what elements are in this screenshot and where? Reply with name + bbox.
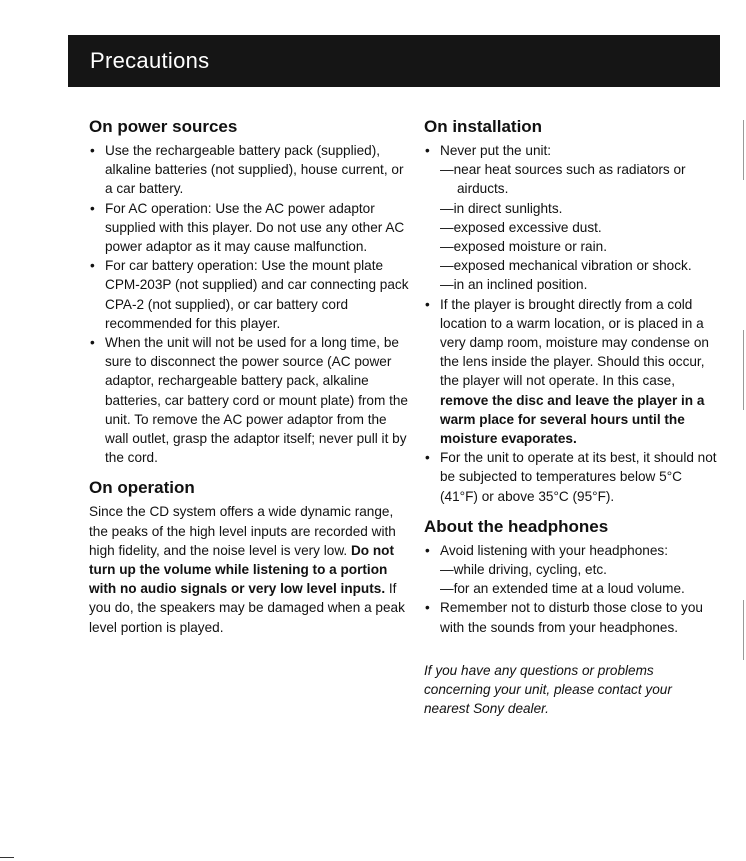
- list-item: • When the unit will not be used for a long time, be sure to disconnect the power source (AC power adaptor, rechargeable battery pack, alkaline batteries, car battery cord or mount plate) from the unit. To remove the AC power adaptor from the wall outlet, grasp the adaptor itself; never pull it by the cord.: [89, 333, 409, 467]
- installation-sublist: [440, 160, 720, 294]
- list-item: • Remember not to disturb those close to you with the sounds from your headphones.: [424, 598, 720, 636]
- list-item: • For the unit to operate at its best, it should not be subjected to temperatures below 5°C (41°F) or above 35°C (95°F).: [424, 448, 720, 506]
- list-item: [424, 295, 720, 449]
- edge-mark: [743, 120, 744, 180]
- corner-mark: [0, 857, 14, 858]
- headphones-sublist: [440, 560, 720, 598]
- title-banner: [68, 35, 720, 87]
- heading-headphones: About the headphones: [424, 516, 609, 536]
- sub-item: —near heat sources such as radiators or airducts.: [440, 162, 686, 197]
- list-item: [424, 541, 720, 599]
- installation-list: [424, 141, 720, 506]
- sub-item: —in an inclined position.: [440, 277, 588, 293]
- closing-note: If you have any questions or problems concerning your unit, please contact your nearest Sony dealer.: [424, 662, 672, 717]
- section-operation: [89, 477, 409, 636]
- edge-mark: [743, 600, 744, 660]
- operation-paragraph: [89, 502, 409, 636]
- list-item: [424, 141, 720, 295]
- sub-item: —in direct sunlights.: [440, 200, 563, 216]
- section-power-sources: [89, 116, 409, 467]
- list-item: • For car battery operation: Use the mount plate CPM-203P (not supplied) and car connecting pack CPA-2 (not supplied), or car battery cord recommended for this player.: [89, 256, 409, 333]
- operation-text: Since the CD system offers a wide dynamic range, the peaks of the high level inputs are recorded with high fidelity, and the noise level is very low.: [89, 504, 396, 558]
- sub-item: —exposed mechanical vibration or shock.: [440, 258, 692, 274]
- moisture-warning: remove the disc and leave the player in a warm place for several hours until the moisture evaporates.: [440, 392, 705, 447]
- heading-installation: On installation: [424, 117, 543, 136]
- list-item: • For AC operation: Use the AC power adaptor supplied with this player. Do not use any other AC power adaptor as it may cause malfunction.: [89, 199, 409, 257]
- headphones-item-1: Avoid listening with your headphones:: [440, 542, 668, 558]
- operation-warning: Do not turn up the volume while listening to a portion with no audio signals or very low level inputs.: [89, 542, 394, 597]
- sub-item: —exposed excessive dust.: [440, 219, 602, 235]
- section-installation: [424, 116, 720, 506]
- section-headphones: [424, 516, 720, 637]
- right-column: [424, 116, 720, 718]
- sub-item: —while driving, cycling, etc.: [440, 562, 607, 578]
- heading-operation: On operation: [89, 478, 195, 498]
- headphones-list: [424, 541, 720, 637]
- heading-power-sources: On power sources: [89, 117, 238, 136]
- page-title: Precautions: [90, 48, 210, 73]
- left-column: [89, 116, 409, 637]
- installation-intro: Never put the unit:: [440, 143, 552, 158]
- moisture-text: If the player is brought directly from a cold location to a warm location, or is placed in a very damp room, moisture may condense on the lens inside the player. Should this occur, the player will not operate. In this case,: [440, 296, 709, 389]
- sub-item: —exposed moisture or rain.: [440, 239, 607, 255]
- edge-mark: [743, 330, 744, 410]
- sub-item: —for an extended time at a loud volume.: [440, 581, 685, 597]
- power-list: [89, 141, 409, 467]
- list-item: • Use the rechargeable battery pack (supplied), alkaline batteries (not supplied), house current, or a car battery.: [89, 141, 409, 199]
- operation-text-2: If you do, the speakers may be damaged when a peak level portion is played.: [89, 581, 405, 635]
